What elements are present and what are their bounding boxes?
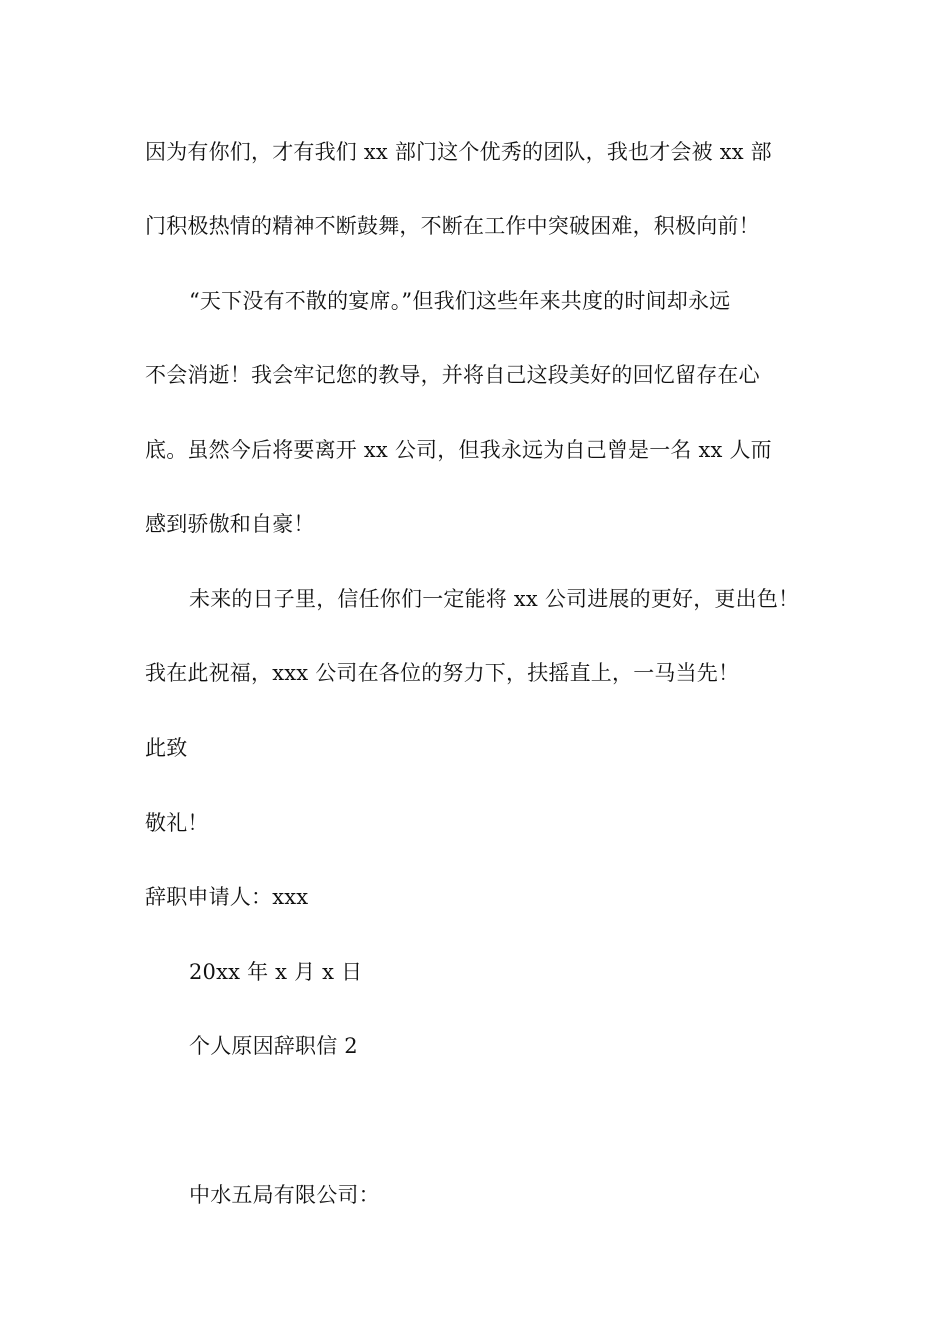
- date-line: 20xx 年 x 月 x 日: [189, 960, 363, 984]
- paragraph-line: 因为有你们，才有我们 xx 部门这个优秀的团队，我也才会被 xx 部: [145, 140, 772, 164]
- paragraph-line: 我在此祝福，xxx 公司在各位的努力下，扶摇直上，一马当先！: [145, 661, 740, 685]
- signature-line: 辞职申请人：xxx: [145, 885, 309, 909]
- paragraph-line: “天下没有不散的宴席。”但我们这些年来共度的时间却永远: [189, 289, 731, 313]
- paragraph-line: 门积极热情的精神不断鼓舞，不断在工作中突破困难，积极向前！: [145, 214, 760, 238]
- paragraph-line: 底。虽然今后将要离开 xx 公司，但我永远为自己曾是一名 xx 人而: [145, 438, 772, 462]
- paragraph-line: 未来的日子里，信任你们一定能将 xx 公司进展的更好，更出色！: [189, 587, 800, 611]
- recipient-line: 中水五局有限公司：: [189, 1183, 380, 1207]
- closing-regards: 敬礼！: [145, 811, 209, 835]
- section-title: 个人原因辞职信 2: [189, 1034, 358, 1058]
- paragraph-line: 不会消逝！我会牢记您的教导，并将自己这段美好的回忆留存在心: [145, 363, 760, 387]
- paragraph-line: 感到骄傲和自豪！: [145, 512, 315, 536]
- closing-salutation: 此致: [145, 736, 188, 760]
